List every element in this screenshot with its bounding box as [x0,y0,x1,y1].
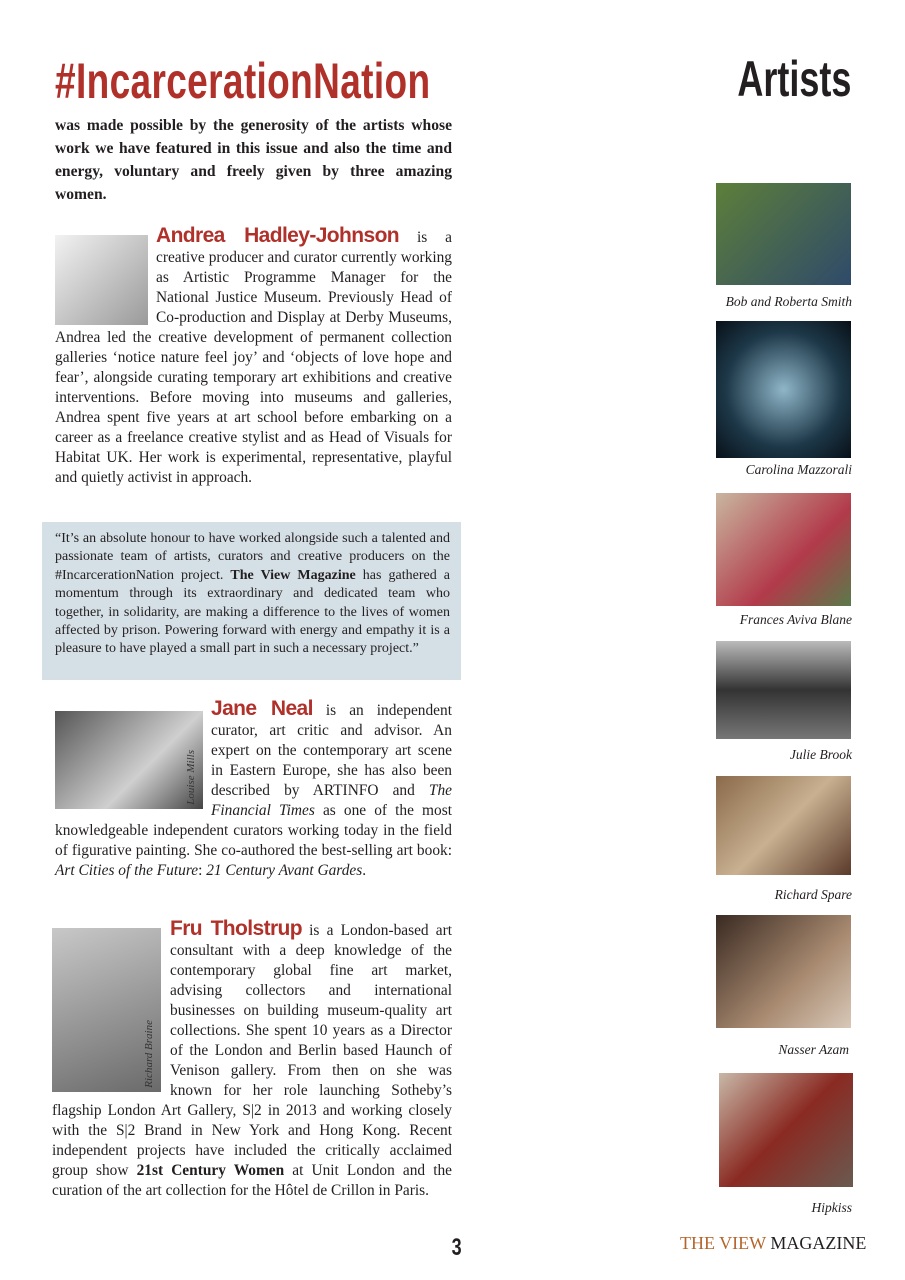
intro-text: was made possible by the generosity of the artists whose work we have featured in this issue and also the time and energy, voluntary and freely given by three amazing women. [55,117,452,203]
section-title: Artists [736,51,851,107]
bio-text: is a creative producer and curator currently working as Artistic Programme Manager for the National Justice Museum. Previously Head of Co-production and Display at Derby Museums, Andrea led the creative development of permanent collection galleries ‘notice nature feel joy’ and ‘objects of love hope and fear’, alongside curating temporary art exhibitions and creative interventions. Before moving into museums and galleries, Andrea spent five years at art school before embarking on a career as a freelance creative stylist and as Head of Visuals for Habitat UK. Her work is experimental, representative, playful and quietly activist in approach. [55,229,452,486]
artist-photo [719,1073,853,1187]
bio-text: . [362,862,367,879]
bio-name: Jane Neal [211,697,313,720]
artist-caption: Richard Spare [774,887,852,902]
bio-text: at Unit London and the curation of the art collection for the Hôtel de Crillon in Paris. [52,1162,452,1199]
fru-photo [52,928,161,1092]
bio-text: is a London-based art consultant with a deep knowledge of the contemporary global fine art market, advising collectors and international businesses on building museum-quality art collections. She spent 10 years as a Director of the London and Berlin based Haunch of Venison gallery. From then on she was known for her role launching Sotheby’s flagship London Art Gallery, S|2 in 2013 and working closely with the S|2 Brand in New York and Hong Kong. Recent independent projects have included the critically acclaimed group show [52,922,453,1179]
artist-caption: Hipkiss [811,1200,852,1215]
magazine-brand [680,1233,866,1254]
page-number: 3 [451,1234,462,1261]
page-title: #IncarcerationNation [55,53,431,109]
bio-italic: The Financial Times [211,782,452,819]
artist-caption: Bob and Roberta Smith [725,294,852,309]
bio-name: Andrea Hadley-Johnson [156,224,400,247]
bio-text: as one of the most knowledgeable independent curators working today in the field of figurative painting. She co-authored the best-selling art book: [55,802,452,859]
brand-part-a: THE VIEW [680,1233,766,1253]
artist-caption: Carolina Mazzorali [745,462,852,477]
bio-fru [52,919,452,1201]
brand-part-b: MAGAZINE [765,1233,867,1253]
artist-photo [716,493,851,606]
artist-caption: Julie Brook [789,747,852,762]
artist-photo [716,183,851,285]
bio-italic: Art Cities of the Future [55,862,199,879]
bio-text: : [198,862,207,879]
artist-caption: Nasser Azam [778,1042,849,1057]
jane-photo [55,711,203,809]
quote-text-2: has gathered a momentum through its extraordinary and dedicated team who together, in solidarity, are making a difference to the lives of women affected by prison. Powering forward with energy and empathy it is a pleasure to have played a small part in such a necessary project.” [55,567,450,657]
artist-photo [716,321,851,458]
artist-photo [716,641,851,739]
andrea-photo [55,235,148,325]
bio-bold: 21st Century Women [136,1162,285,1179]
bio-name: Fru Tholstrup [170,917,302,940]
bio-text: is an independent curator, art critic and advisor. An expert on the contemporary art scene in Eastern Europe, she has also been described by ARTINFO and [211,702,452,799]
artist-photo [716,776,851,875]
photo-credit: Richard Braine [143,1020,155,1088]
bio-italic: 21 Century Avant Gardes [206,862,363,879]
artist-photo [716,915,851,1028]
quote-text: “It’s an absolute honour to have worked alongside such a talented and passionate team of artists, curators and creative producers on the #IncarcerationNation project. [55,531,450,583]
photo-credit: Louise Mills [185,750,197,805]
quote-box [42,522,461,680]
quote-bold: The View Magazine [230,567,356,583]
bio-andrea [55,226,452,488]
bio-jane [55,699,452,881]
artist-caption: Frances Aviva Blane [739,612,852,627]
